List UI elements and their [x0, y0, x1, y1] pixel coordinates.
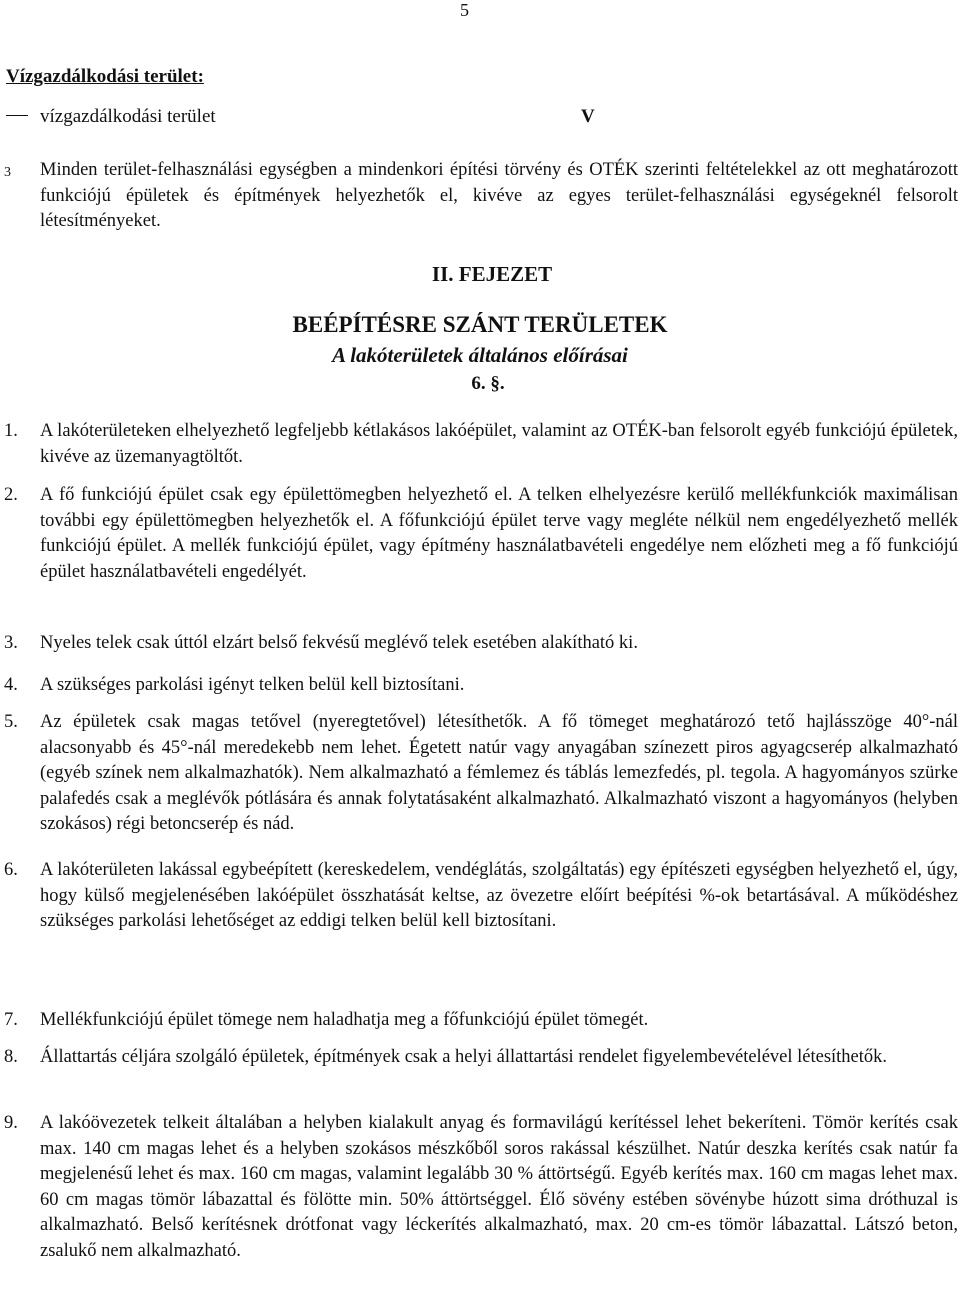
list-item-text: Az épületek csak magas tetővel (nyeregtetővel) létesíthetők. A fő tömeget meghatározó tető hajlásszöge 40°-nál alacsonyabb és 45°-nál meredekebb nem lehet. Égetett natúr vagy anyagában színezett piros agyagcserép alkalmazható (egyéb színek nem alkalmazhatók). Nem alkalmazható a fémlemez és táblás lemezfedés, pl. tegola. A hagyományos szürke palafedés csak a meglévők pótlására és annak folytatásaként alkalmazható. Alkalmazható viszont a hagyományos (helyben szokásos) régi betoncserép és nád. — [40, 712, 958, 834]
page-number: 5 — [460, 0, 469, 20]
list-item-number: 6. — [4, 860, 18, 880]
list-item-number: 8. — [4, 1047, 18, 1067]
list-item-number: 3. — [4, 633, 18, 653]
list-item — [4, 483, 958, 585]
list-item — [4, 858, 958, 935]
intro-number: 3 — [4, 165, 11, 180]
list-item-number: 2. — [4, 485, 18, 505]
list-item-number: 4. — [4, 675, 18, 695]
section-item-code: V — [581, 106, 595, 127]
list-item — [4, 1008, 958, 1034]
section-title: Vízgazdálkodási terület: — [6, 66, 204, 87]
intro-text: Minden terület-felhasználási egységben a mindenkori építési törvény és OTÉK szerinti feltételekkel az ott meghatározott funkciójú épületek és építmények helyezhetők el, kivéve az egyes terület-felhasználási egységeknél felsorolt létesítményeket. — [40, 160, 958, 231]
list-item-number: 1. — [4, 421, 18, 441]
list-item-text: A fő funkciójú épület csak egy épülettömegben helyezhető el. A telken elhelyezésre kerülő mellékfunkciók maximálisan további egy épülettömegben helyezhetők el. A főfunkciójú épület terve vagy megléte nélkül nem engedélyezhető mellék funkciójú épület. A mellék funkciójú épület, vagy építmény használatbavételi engedélye nem előzheti meg a fő funkciójú épület használatbavételi engedélyét. — [40, 485, 958, 582]
list-item-text: A lakóövezetek telkeit általában a helyben kialakult anyag és formavilágú kerítéssel lehet bekeríteni. Tömör kerítés csak max. 140 cm magas lehet és a helyben szokásos mészkőből soros rakással készülhet. Natúr deszka kerítés csak natúr fa megjelenésű lehet és max. 160 cm magas, valamint legalább 30 % áttörtségű. Egyéb kerítés max. 160 cm magas lehet max. 60 cm magas tömör lábazattal és fölötte min. 50% áttörtséggel. Élő sövény estében sövénybe húzott sima dróthuzal is alkalmazható. Belső kerítésnek drótfonat vagy léckerítés alkalmazható, max. 20 cm-es tömör lábazattal. Látszó beton, zsalukő nem alkalmazható. — [40, 1113, 958, 1261]
list-item — [4, 1045, 958, 1071]
chapter-subtitle: A lakóterületek általános előírásai — [332, 343, 628, 367]
list-item — [4, 1111, 958, 1264]
dash-bullet — [6, 115, 28, 116]
list-item-number: 7. — [4, 1010, 18, 1030]
chapter-title: BEÉPÍTÉSRE SZÁNT TERÜLETEK — [292, 312, 668, 337]
intro-paragraph — [4, 158, 958, 235]
section-item-label: vízgazdálkodási terület — [40, 106, 216, 127]
list-item — [4, 710, 958, 838]
list-item — [4, 673, 958, 699]
section-item — [6, 106, 656, 128]
list-item-text: Állattartás céljára szolgáló épületek, építmények csak a helyi állattartási rendelet figyelembevételével létesíthetők. — [40, 1047, 888, 1067]
list-item — [4, 631, 958, 657]
list-item-text: Mellékfunkciójú épület tömege nem haladhatja meg a főfunkciójú épület tömegét. — [40, 1010, 649, 1030]
list-item-number: 5. — [4, 712, 18, 732]
list-item-number: 9. — [4, 1113, 18, 1133]
list-item-text: Nyeles telek csak úttól elzárt belső fekvésű meglévő telek esetében alakítható ki. — [40, 633, 638, 653]
paragraph-sign: 6. §. — [471, 373, 505, 394]
list-item-text: A szükséges parkolási igényt telken belül kell biztosítani. — [40, 675, 465, 695]
list-item-text: A lakóterületeken elhelyezhető legfeljebb kétlakásos lakóépület, valamint az OTÉK-ban felsorolt egyéb funkciójú épületek, kivéve az üzemanyagtöltőt. — [40, 421, 958, 467]
chapter-number: II. FEJEZET — [431, 262, 553, 286]
list-item-text: A lakóterületen lakással egybeépített (kereskedelem, vendéglátás, szolgáltatás) egy építészeti egységben helyezhető el, úgy, hogy külső megjelenésében lakóépület összhatását keltse, az övezetre előírt beépítési %-ok betartásával. A működéshez szükséges parkolási lehetőséget az eddigi telken belül kell biztosítani. — [40, 860, 958, 931]
list-item — [4, 419, 958, 470]
